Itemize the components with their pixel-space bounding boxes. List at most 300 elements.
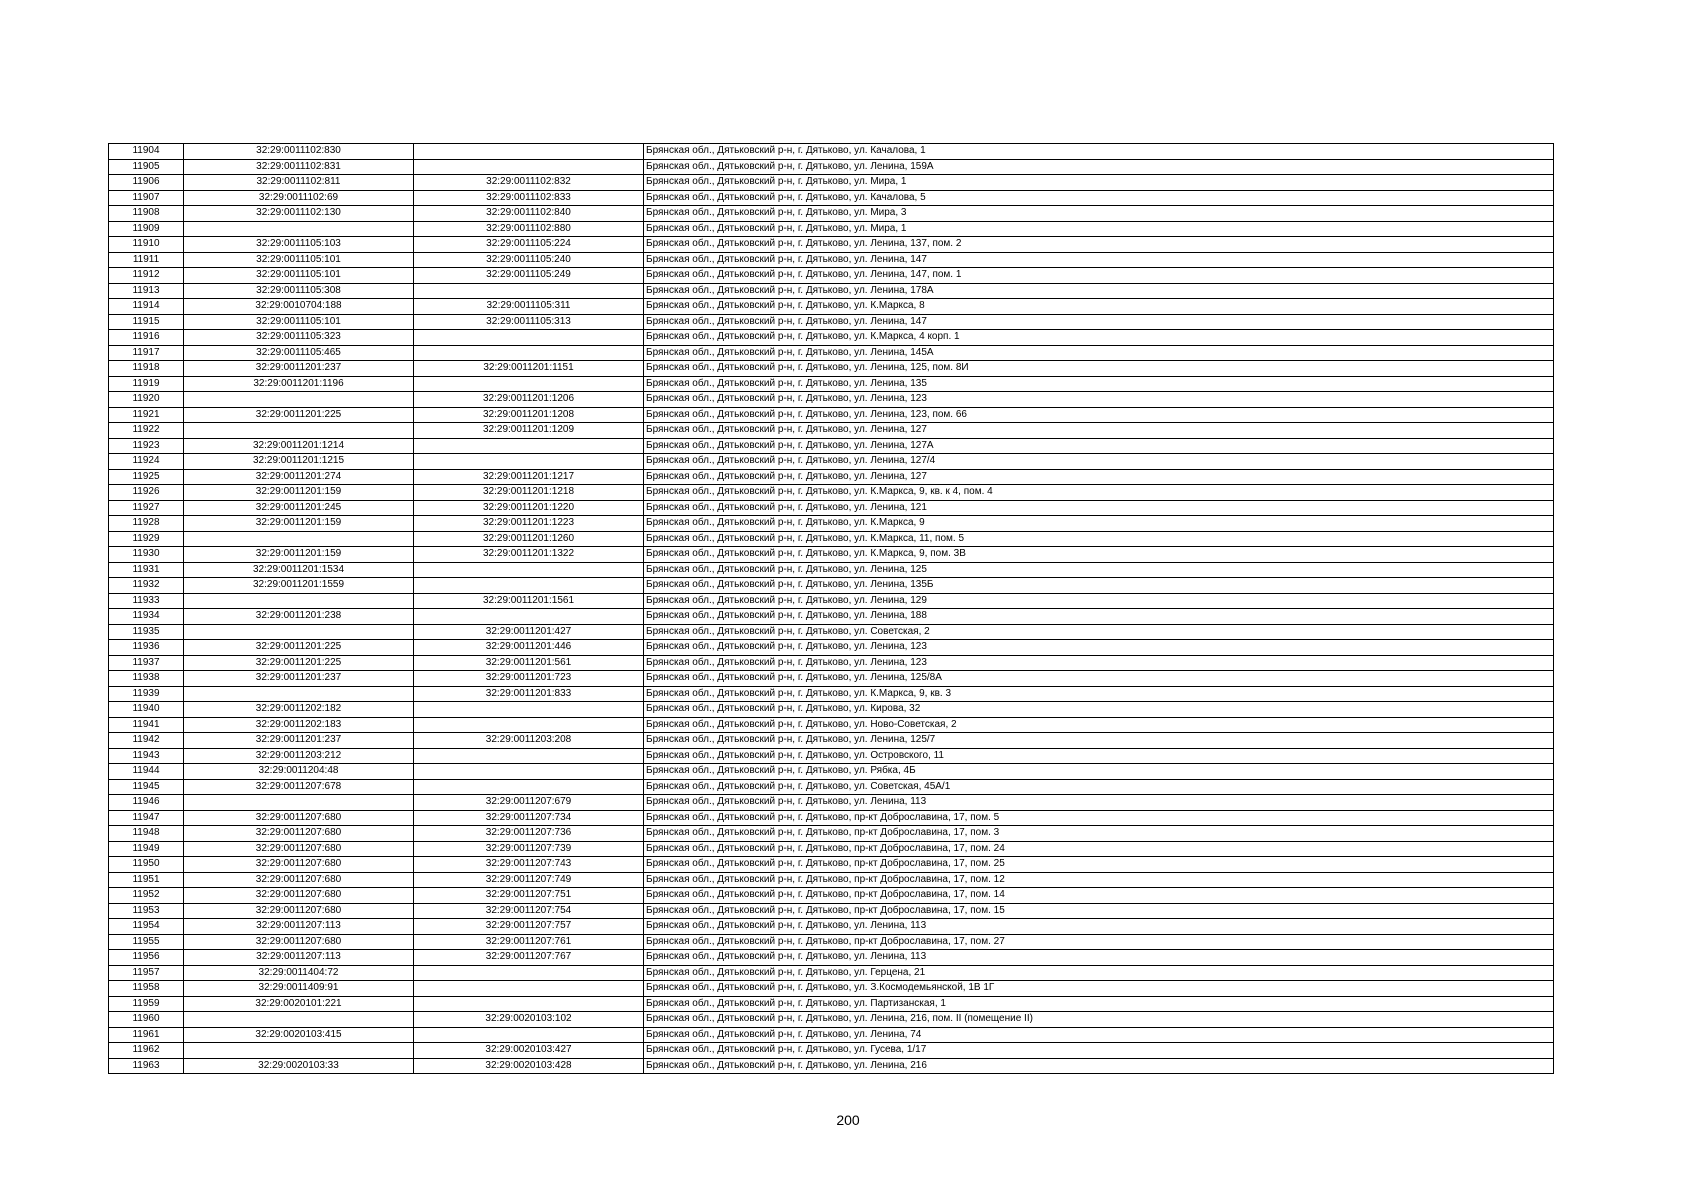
address-cell: Брянская обл., Дятьковский р-н, г. Дятьково, ул. Ленина, 137, пом. 2 [644,237,1554,253]
linked-cadastral-number-cell [414,283,644,299]
cadastral-number-cell: 32:29:0011207:678 [184,779,414,795]
row-number-cell: 11962 [109,1043,184,1059]
table-row [109,919,1554,935]
cadastral-number-cell [184,624,414,640]
address-cell: Брянская обл., Дятьковский р-н, г. Дятьково, ул. Ленина, 74 [644,1027,1554,1043]
table-row [109,423,1554,439]
linked-cadastral-number-cell [414,1027,644,1043]
cadastral-number-cell [184,686,414,702]
row-number-cell: 11911 [109,252,184,268]
linked-cadastral-number-cell: 32:29:0011201:1220 [414,500,644,516]
cadastral-number-cell: 32:29:0011207:680 [184,826,414,842]
cadastral-number-cell: 32:29:0011201:274 [184,469,414,485]
cadastral-number-cell: 32:29:0011203:212 [184,748,414,764]
linked-cadastral-number-cell: 32:29:0020103:102 [414,1012,644,1028]
row-number-cell: 11912 [109,268,184,284]
table-row [109,237,1554,253]
linked-cadastral-number-cell [414,578,644,594]
table-row [109,810,1554,826]
row-number-cell: 11913 [109,283,184,299]
linked-cadastral-number-cell [414,562,644,578]
linked-cadastral-number-cell: 32:29:0011207:736 [414,826,644,842]
row-number-cell: 11931 [109,562,184,578]
linked-cadastral-number-cell [414,764,644,780]
linked-cadastral-number-cell [414,454,644,470]
row-number-cell: 11922 [109,423,184,439]
row-number-cell: 11956 [109,950,184,966]
row-number-cell: 11916 [109,330,184,346]
cadastral-number-cell: 32:29:0011201:237 [184,361,414,377]
address-cell: Брянская обл., Дятьковский р-н, г. Дятьково, ул. Ленина, 147 [644,314,1554,330]
address-cell: Брянская обл., Дятьковский р-н, г. Дятьково, ул. Ленина, 123, пом. 66 [644,407,1554,423]
row-number-cell: 11936 [109,640,184,656]
linked-cadastral-number-cell: 32:29:0011105:249 [414,268,644,284]
row-number-cell: 11941 [109,717,184,733]
cadastral-number-cell: 32:29:0011201:1559 [184,578,414,594]
row-number-cell: 11963 [109,1058,184,1074]
linked-cadastral-number-cell: 32:29:0011201:1218 [414,485,644,501]
linked-cadastral-number-cell: 32:29:0011201:446 [414,640,644,656]
address-cell: Брянская обл., Дятьковский р-н, г. Дятьково, ул. Ленина, 125/7 [644,733,1554,749]
linked-cadastral-number-cell: 32:29:0011203:208 [414,733,644,749]
cadastral-number-cell: 32:29:0011105:101 [184,252,414,268]
cadastral-number-cell: 32:29:0011201:245 [184,500,414,516]
row-number-cell: 11929 [109,531,184,547]
table-row [109,299,1554,315]
cadastral-number-cell: 32:29:0011201:159 [184,485,414,501]
cadastral-number-cell: 32:29:0011201:225 [184,640,414,656]
table-row [109,361,1554,377]
table-row [109,593,1554,609]
address-cell: Брянская обл., Дятьковский р-н, г. Дятьково, ул. Кирова, 32 [644,702,1554,718]
table-row [109,903,1554,919]
table-row [109,330,1554,346]
cadastral-number-cell [184,1012,414,1028]
address-cell: Брянская обл., Дятьковский р-н, г. Дятьково, пр-кт Доброславина, 17, пом. 24 [644,841,1554,857]
address-cell: Брянская обл., Дятьковский р-н, г. Дятьково, ул. Партизанская, 1 [644,996,1554,1012]
linked-cadastral-number-cell: 32:29:0011207:761 [414,934,644,950]
cadastral-number-cell [184,531,414,547]
table-row [109,190,1554,206]
table-row [109,764,1554,780]
linked-cadastral-number-cell: 32:29:0011207:734 [414,810,644,826]
row-number-cell: 11917 [109,345,184,361]
row-number-cell: 11932 [109,578,184,594]
row-number-cell: 11945 [109,779,184,795]
table-row [109,268,1554,284]
linked-cadastral-number-cell: 32:29:0011207:754 [414,903,644,919]
linked-cadastral-number-cell [414,159,644,175]
linked-cadastral-number-cell [414,996,644,1012]
row-number-cell: 11926 [109,485,184,501]
address-cell: Брянская обл., Дятьковский р-н, г. Дятьково, ул. Ленина, 147 [644,252,1554,268]
cadastral-number-cell: 32:29:0011201:225 [184,655,414,671]
linked-cadastral-number-cell [414,981,644,997]
address-cell: Брянская обл., Дятьковский р-н, г. Дятьково, ул. Качалова, 5 [644,190,1554,206]
address-cell: Брянская обл., Дятьковский р-н, г. Дятьково, ул. Ленина, 123 [644,640,1554,656]
table-row [109,624,1554,640]
linked-cadastral-number-cell [414,438,644,454]
row-number-cell: 11960 [109,1012,184,1028]
table-row [109,407,1554,423]
row-number-cell: 11907 [109,190,184,206]
cadastral-number-cell: 32:29:0011207:680 [184,872,414,888]
table-row [109,671,1554,687]
table-row [109,1058,1554,1074]
address-cell: Брянская обл., Дятьковский р-н, г. Дятьково, ул. Ленина, 123 [644,392,1554,408]
table-row [109,1027,1554,1043]
row-number-cell: 11954 [109,919,184,935]
cadastral-number-cell: 32:29:0011201:1215 [184,454,414,470]
cadastral-number-cell: 32:29:0011105:103 [184,237,414,253]
row-number-cell: 11920 [109,392,184,408]
address-cell: Брянская обл., Дятьковский р-н, г. Дятьково, ул. Ленина, 121 [644,500,1554,516]
page-number: 200 [836,1112,860,1128]
linked-cadastral-number-cell: 32:29:0011201:1223 [414,516,644,532]
table-row [109,609,1554,625]
row-number-cell: 11933 [109,593,184,609]
table-row [109,965,1554,981]
table-row [109,516,1554,532]
row-number-cell: 11946 [109,795,184,811]
address-cell: Брянская обл., Дятьковский р-н, г. Дятьково, ул. К.Маркса, 9, кв. 3 [644,686,1554,702]
linked-cadastral-number-cell: 32:29:0011102:832 [414,175,644,191]
row-number-cell: 11953 [109,903,184,919]
row-number-cell: 11961 [109,1027,184,1043]
row-number-cell: 11951 [109,872,184,888]
table-row [109,841,1554,857]
table-row [109,562,1554,578]
row-number-cell: 11919 [109,376,184,392]
row-number-cell: 11955 [109,934,184,950]
linked-cadastral-number-cell: 32:29:0011201:1322 [414,547,644,563]
address-cell: Брянская обл., Дятьковский р-н, г. Дятьково, ул. Ленина, 123 [644,655,1554,671]
address-cell: Брянская обл., Дятьковский р-н, г. Дятьково, ул. Ленина, 125/8А [644,671,1554,687]
row-number-cell: 11924 [109,454,184,470]
table-row [109,392,1554,408]
linked-cadastral-number-cell: 32:29:0011105:313 [414,314,644,330]
address-cell: Брянская обл., Дятьковский р-н, г. Дятьково, ул. Советская, 45А/1 [644,779,1554,795]
table-row [109,981,1554,997]
cadastral-number-cell: 32:29:0011102:831 [184,159,414,175]
address-cell: Брянская обл., Дятьковский р-н, г. Дятьково, ул. Ленина, 127А [644,438,1554,454]
linked-cadastral-number-cell: 32:29:0020103:427 [414,1043,644,1059]
cadastral-number-cell [184,795,414,811]
row-number-cell: 11906 [109,175,184,191]
linked-cadastral-number-cell: 32:29:0011207:679 [414,795,644,811]
table-row [109,702,1554,718]
table-row [109,345,1554,361]
cadastral-number-cell: 32:29:0011102:130 [184,206,414,222]
cadastral-number-cell: 32:29:0011207:680 [184,857,414,873]
cadastral-number-cell: 32:29:0011102:811 [184,175,414,191]
cadastral-number-cell: 32:29:0011202:182 [184,702,414,718]
cadastral-number-cell: 32:29:0011105:323 [184,330,414,346]
cadastral-number-cell: 32:29:0011207:113 [184,950,414,966]
linked-cadastral-number-cell: 32:29:0011207:757 [414,919,644,935]
address-cell: Брянская обл., Дятьковский р-н, г. Дятьково, ул. Ленина, 113 [644,919,1554,935]
row-number-cell: 11930 [109,547,184,563]
cadastral-number-cell: 32:29:0011105:101 [184,314,414,330]
address-cell: Брянская обл., Дятьковский р-н, г. Дятьково, ул. Ленина, 188 [644,609,1554,625]
linked-cadastral-number-cell: 32:29:0011105:224 [414,237,644,253]
table-row [109,175,1554,191]
row-number-cell: 11905 [109,159,184,175]
address-cell: Брянская обл., Дятьковский р-н, г. Дятьково, ул. Ленина, 135Б [644,578,1554,594]
registry-table [108,143,1554,1074]
registry-table-body [109,144,1554,1074]
row-number-cell: 11923 [109,438,184,454]
cadastral-number-cell: 32:29:0011105:465 [184,345,414,361]
address-cell: Брянская обл., Дятьковский р-н, г. Дятьково, ул. Мира, 3 [644,206,1554,222]
cadastral-number-cell: 32:29:0010704:188 [184,299,414,315]
linked-cadastral-number-cell: 32:29:0011201:561 [414,655,644,671]
row-number-cell: 11957 [109,965,184,981]
linked-cadastral-number-cell [414,345,644,361]
cadastral-number-cell: 32:29:0011207:680 [184,810,414,826]
cadastral-number-cell: 32:29:0011404:72 [184,965,414,981]
address-cell: Брянская обл., Дятьковский р-н, г. Дятьково, ул. Ленина, 113 [644,950,1554,966]
address-cell: Брянская обл., Дятьковский р-н, г. Дятьково, ул. Ленина, 125 [644,562,1554,578]
cadastral-number-cell: 32:29:0011105:101 [184,268,414,284]
table-row [109,454,1554,470]
cadastral-number-cell [184,593,414,609]
row-number-cell: 11944 [109,764,184,780]
address-cell: Брянская обл., Дятьковский р-н, г. Дятьково, ул. Мира, 1 [644,175,1554,191]
cadastral-number-cell [184,423,414,439]
table-row [109,206,1554,222]
table-row [109,733,1554,749]
row-number-cell: 11939 [109,686,184,702]
table-row [109,748,1554,764]
linked-cadastral-number-cell: 32:29:0011201:1209 [414,423,644,439]
address-cell: Брянская обл., Дятьковский р-н, г. Дятьково, ул. К.Маркса, 4 корп. 1 [644,330,1554,346]
table-row [109,888,1554,904]
address-cell: Брянская обл., Дятьковский р-н, г. Дятьково, ул. Гусева, 1/17 [644,1043,1554,1059]
linked-cadastral-number-cell: 32:29:0011105:311 [414,299,644,315]
table-row [109,857,1554,873]
address-cell: Брянская обл., Дятьковский р-н, г. Дятьково, ул. Ново-Советская, 2 [644,717,1554,733]
row-number-cell: 11908 [109,206,184,222]
cadastral-number-cell: 32:29:0020103:415 [184,1027,414,1043]
linked-cadastral-number-cell: 32:29:0011201:1151 [414,361,644,377]
table-row [109,996,1554,1012]
linked-cadastral-number-cell [414,609,644,625]
cadastral-number-cell: 32:29:0011409:91 [184,981,414,997]
table-row [109,578,1554,594]
cadastral-number-cell [184,221,414,237]
row-number-cell: 11909 [109,221,184,237]
address-cell: Брянская обл., Дятьковский р-н, г. Дятьково, пр-кт Доброславина, 17, пом. 25 [644,857,1554,873]
linked-cadastral-number-cell: 32:29:0011102:840 [414,206,644,222]
address-cell: Брянская обл., Дятьковский р-н, г. Дятьково, пр-кт Доброславина, 17, пом. 27 [644,934,1554,950]
address-cell: Брянская обл., Дятьковский р-н, г. Дятьково, ул. К.Маркса, 11, пом. 5 [644,531,1554,547]
address-cell: Брянская обл., Дятьковский р-н, г. Дятьково, ул. Ленина, 113 [644,795,1554,811]
address-cell: Брянская обл., Дятьковский р-н, г. Дятьково, ул. Ленина, 216 [644,1058,1554,1074]
linked-cadastral-number-cell: 32:29:0011201:427 [414,624,644,640]
linked-cadastral-number-cell [414,965,644,981]
address-cell: Брянская обл., Дятьковский р-н, г. Дятьково, пр-кт Доброславина, 17, пом. 3 [644,826,1554,842]
address-cell: Брянская обл., Дятьковский р-н, г. Дятьково, ул. Островского, 11 [644,748,1554,764]
table-row [109,655,1554,671]
table-row [109,717,1554,733]
linked-cadastral-number-cell [414,144,644,160]
row-number-cell: 11947 [109,810,184,826]
table-row [109,531,1554,547]
cadastral-number-cell: 32:29:0011204:48 [184,764,414,780]
cadastral-number-cell: 32:29:0011207:680 [184,841,414,857]
address-cell: Брянская обл., Дятьковский р-н, г. Дятьково, ул. Ленина, 159А [644,159,1554,175]
row-number-cell: 11925 [109,469,184,485]
linked-cadastral-number-cell: 32:29:0011105:240 [414,252,644,268]
linked-cadastral-number-cell: 32:29:0011201:1217 [414,469,644,485]
table-row [109,252,1554,268]
cadastral-number-cell: 32:29:0011201:1214 [184,438,414,454]
linked-cadastral-number-cell: 32:29:0011201:1208 [414,407,644,423]
row-number-cell: 11943 [109,748,184,764]
row-number-cell: 11914 [109,299,184,315]
row-number-cell: 11959 [109,996,184,1012]
table-row [109,934,1554,950]
address-cell: Брянская обл., Дятьковский р-н, г. Дятьково, ул. Ленина, 145А [644,345,1554,361]
address-cell: Брянская обл., Дятьковский р-н, г. Дятьково, ул. К.Маркса, 8 [644,299,1554,315]
linked-cadastral-number-cell [414,330,644,346]
address-cell: Брянская обл., Дятьковский р-н, г. Дятьково, ул. Советская, 2 [644,624,1554,640]
cadastral-number-cell [184,1043,414,1059]
linked-cadastral-number-cell [414,748,644,764]
linked-cadastral-number-cell: 32:29:0011207:749 [414,872,644,888]
row-number-cell: 11958 [109,981,184,997]
cadastral-number-cell: 32:29:0011201:1196 [184,376,414,392]
address-cell: Брянская обл., Дятьковский р-н, г. Дятьково, ул. Качалова, 1 [644,144,1554,160]
table-row [109,640,1554,656]
address-cell: Брянская обл., Дятьковский р-н, г. Дятьково, пр-кт Доброславина, 17, пом. 5 [644,810,1554,826]
row-number-cell: 11949 [109,841,184,857]
row-number-cell: 11935 [109,624,184,640]
row-number-cell: 11937 [109,655,184,671]
row-number-cell: 11915 [109,314,184,330]
linked-cadastral-number-cell: 32:29:0011207:767 [414,950,644,966]
table-row [109,159,1554,175]
table-row [109,469,1554,485]
address-cell: Брянская обл., Дятьковский р-н, г. Дятьково, ул. Ленина, 147, пом. 1 [644,268,1554,284]
table-row [109,221,1554,237]
table-row [109,283,1554,299]
linked-cadastral-number-cell: 32:29:0011201:833 [414,686,644,702]
linked-cadastral-number-cell: 32:29:0011207:739 [414,841,644,857]
address-cell: Брянская обл., Дятьковский р-н, г. Дятьково, ул. К.Маркса, 9 [644,516,1554,532]
cadastral-number-cell: 32:29:0011201:238 [184,609,414,625]
address-cell: Брянская обл., Дятьковский р-н, г. Дятьково, ул. Мира, 1 [644,221,1554,237]
cadastral-number-cell: 32:29:0011207:680 [184,903,414,919]
address-cell: Брянская обл., Дятьковский р-н, г. Дятьково, ул. К.Маркса, 9, кв. к 4, пом. 4 [644,485,1554,501]
address-cell: Брянская обл., Дятьковский р-н, г. Дятьково, ул. Ленина, 127/4 [644,454,1554,470]
row-number-cell: 11927 [109,500,184,516]
cadastral-number-cell: 32:29:0020103:33 [184,1058,414,1074]
row-number-cell: 11950 [109,857,184,873]
row-number-cell: 11921 [109,407,184,423]
table-row [109,438,1554,454]
linked-cadastral-number-cell [414,376,644,392]
address-cell: Брянская обл., Дятьковский р-н, г. Дятьково, ул. Ленина, 135 [644,376,1554,392]
linked-cadastral-number-cell: 32:29:0011201:1260 [414,531,644,547]
linked-cadastral-number-cell [414,702,644,718]
address-cell: Брянская обл., Дятьковский р-н, г. Дятьково, ул. К.Маркса, 9, пом. 3В [644,547,1554,563]
table-row [109,779,1554,795]
cadastral-number-cell: 32:29:0011201:159 [184,516,414,532]
cadastral-number-cell: 32:29:0020101:221 [184,996,414,1012]
table-row [109,314,1554,330]
table-row [109,1043,1554,1059]
table-row [109,872,1554,888]
row-number-cell: 11952 [109,888,184,904]
address-cell: Брянская обл., Дятьковский р-н, г. Дятьково, ул. З.Космодемьянской, 1В 1Г [644,981,1554,997]
row-number-cell: 11940 [109,702,184,718]
address-cell: Брянская обл., Дятьковский р-н, г. Дятьково, ул. Герцена, 21 [644,965,1554,981]
table-row [109,826,1554,842]
table-row [109,547,1554,563]
cadastral-number-cell: 32:29:0011201:237 [184,671,414,687]
table-row [109,500,1554,516]
table-row [109,686,1554,702]
row-number-cell: 11918 [109,361,184,377]
linked-cadastral-number-cell [414,717,644,733]
cadastral-number-cell: 32:29:0011201:159 [184,547,414,563]
table-row [109,795,1554,811]
row-number-cell: 11942 [109,733,184,749]
table-row [109,485,1554,501]
row-number-cell: 11904 [109,144,184,160]
address-cell: Брянская обл., Дятьковский р-н, г. Дятьково, ул. Ленина, 127 [644,469,1554,485]
row-number-cell: 11938 [109,671,184,687]
table-row [109,376,1554,392]
row-number-cell: 11948 [109,826,184,842]
address-cell: Брянская обл., Дятьковский р-н, г. Дятьково, ул. Ленина, 129 [644,593,1554,609]
linked-cadastral-number-cell: 32:29:0011102:880 [414,221,644,237]
row-number-cell: 11934 [109,609,184,625]
cadastral-number-cell [184,392,414,408]
address-cell: Брянская обл., Дятьковский р-н, г. Дятьково, пр-кт Доброславина, 17, пом. 15 [644,903,1554,919]
cadastral-number-cell: 32:29:0011207:680 [184,934,414,950]
address-cell: Брянская обл., Дятьковский р-н, г. Дятьково, ул. Ленина, 216, пом. II (помещение II) [644,1012,1554,1028]
address-cell: Брянская обл., Дятьковский р-н, г. Дятьково, ул. Ленина, 127 [644,423,1554,439]
address-cell: Брянская обл., Дятьковский р-н, г. Дятьково, пр-кт Доброславина, 17, пом. 12 [644,872,1554,888]
linked-cadastral-number-cell: 32:29:0011207:751 [414,888,644,904]
cadastral-number-cell: 32:29:0011207:680 [184,888,414,904]
table-row [109,144,1554,160]
linked-cadastral-number-cell [414,779,644,795]
table-row [109,950,1554,966]
address-cell: Брянская обл., Дятьковский р-н, г. Дятьково, ул. Ленина, 125, пом. 8И [644,361,1554,377]
linked-cadastral-number-cell: 32:29:0011207:743 [414,857,644,873]
address-cell: Брянская обл., Дятьковский р-н, г. Дятьково, пр-кт Доброславина, 17, пом. 14 [644,888,1554,904]
cadastral-number-cell: 32:29:0011201:225 [184,407,414,423]
cadastral-number-cell: 32:29:0011201:237 [184,733,414,749]
table-row [109,1012,1554,1028]
row-number-cell: 11910 [109,237,184,253]
cadastral-number-cell: 32:29:0011102:830 [184,144,414,160]
linked-cadastral-number-cell: 32:29:0011201:723 [414,671,644,687]
address-cell: Брянская обл., Дятьковский р-н, г. Дятьково, ул. Рябка, 4Б [644,764,1554,780]
cadastral-number-cell: 32:29:0011102:69 [184,190,414,206]
address-cell: Брянская обл., Дятьковский р-н, г. Дятьково, ул. Ленина, 178А [644,283,1554,299]
row-number-cell: 11928 [109,516,184,532]
linked-cadastral-number-cell: 32:29:0011201:1561 [414,593,644,609]
cadastral-number-cell: 32:29:0011207:113 [184,919,414,935]
cadastral-number-cell: 32:29:0011105:308 [184,283,414,299]
linked-cadastral-number-cell: 32:29:0020103:428 [414,1058,644,1074]
cadastral-number-cell: 32:29:0011202:183 [184,717,414,733]
